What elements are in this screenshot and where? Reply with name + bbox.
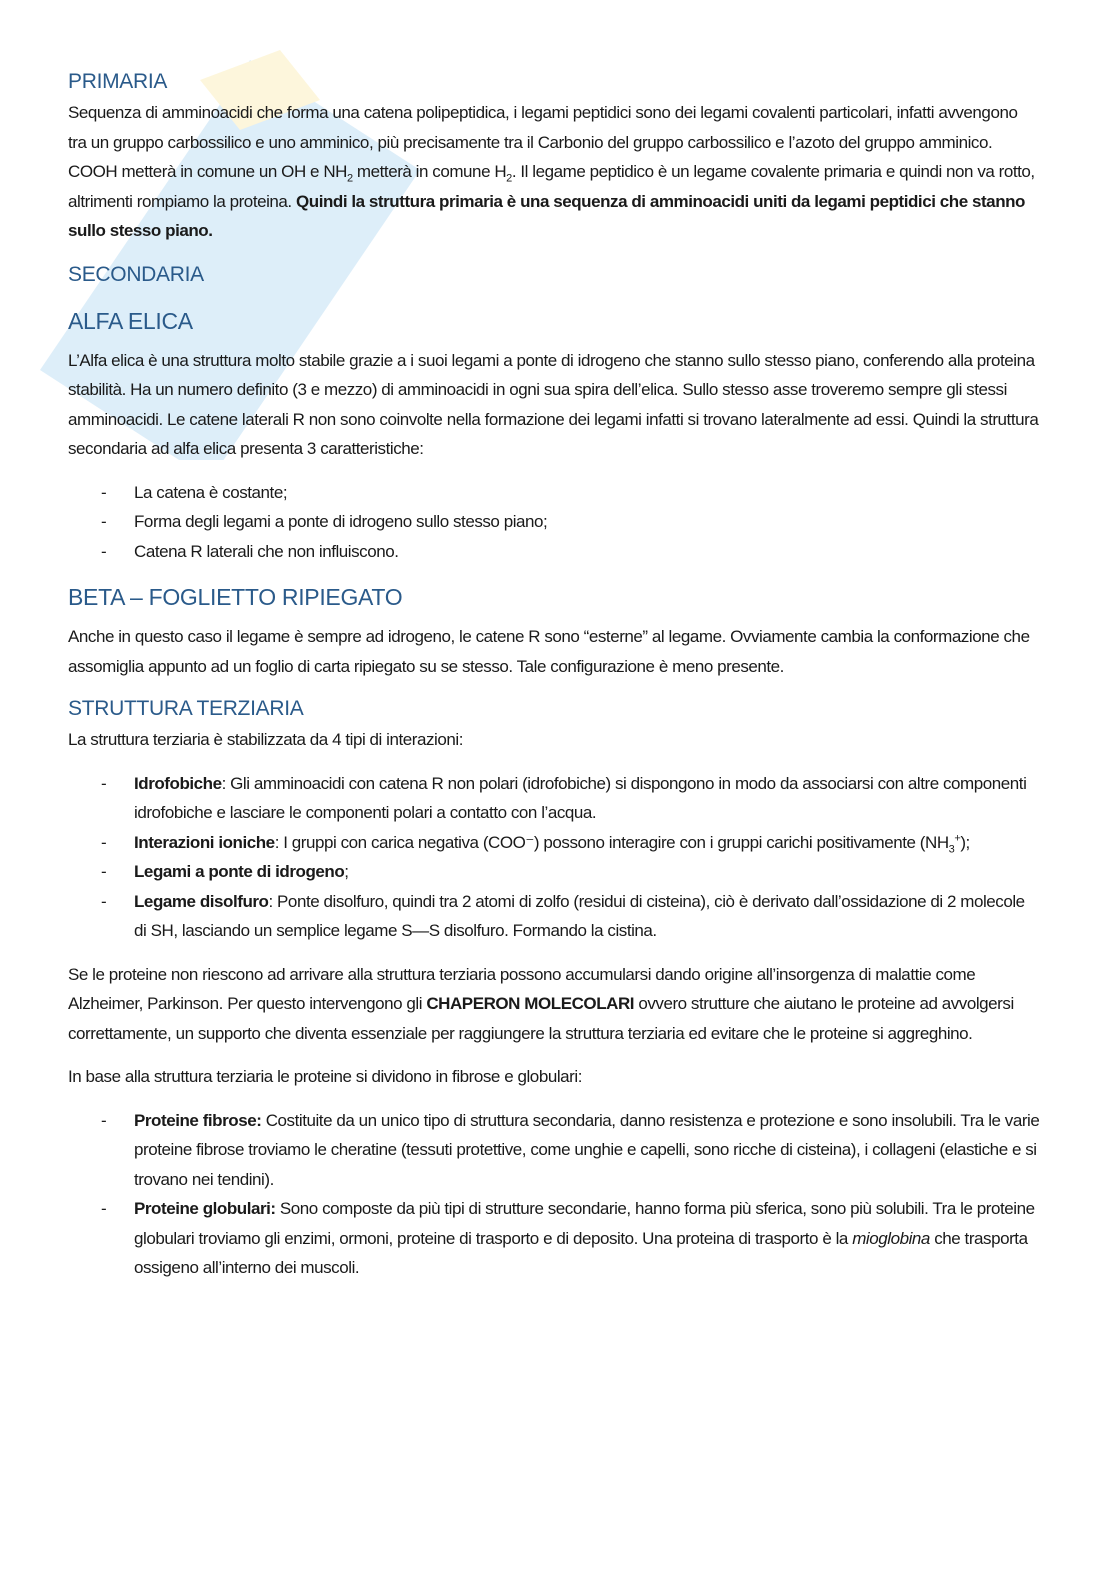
list-item: - Interazioni ioniche: I gruppi con carica negativa (COO⁻) possono interagire con i gruppi carichi positivamente $(NH_3^+)$; [101, 831, 970, 855]
paragraph-beta: Anche in questo caso il legame è sempre ad idrogeno, le catene R sono “esterne” al legame. Ovviamente cambia la conformazione che assomiglia appunto ad un foglio di carta ripiegato su se stesso. Tale configurazione è meno presente. [68, 627, 1030, 676]
list-item: - Legame disolfuro: Ponte disolfuro, quindi tra 2 atomi di zolfo (residui di cisteina), ciò è derivato dall’ossidazione di 2 molecole di SH, lasciando un semplice legame S—S disolfuro. Formando la cistina. [101, 891, 1025, 940]
paragraph-terziaria-intro: La struttura terziaria è stabilizzata da 4 tipi di interazioni: [68, 730, 463, 749]
heading-secondaria: SECONDARIA [68, 262, 204, 286]
paragraph-alfa-elica: L’Alfa elica è una struttura molto stabile grazie a i suoi legami a ponte di idrogeno che stanno sullo stesso piano, conferendo alla proteina stabilità. Ha un numero definito (3 e mezzo) di amminoacidi in ogni sua spira dell’elica. Sullo stesso asse troveremo sempre gli stessi amminoacidi. Le catene laterali R non sono coinvolte nella formazione dei legami infatti si trovano lateralmente ad essi. Quindi la struttura secondaria ad alfa elica presenta 3 caratteristiche: [68, 350, 1039, 458]
paragraph-primaria: Sequenza di amminoacidi che forma una catena polipeptidica, i legami peptidici sono dei legami covalenti particolari, infatti avvengono tra un gruppo carbossilico e uno amminico, più precisamente tra il Carbonio del gruppo carbossilico e l’azoto del gruppo amminico. COOH metterà in comune un OH e $NH_2$ metterà in comune $H_2$. Il legame peptidico è un legame covalente primaria e quindi non va rotto, altrimenti rompiamo la proteina. Quindi la struttura primaria è una sequenza di amminoacidi uniti da legami peptidici che stanno sullo stesso piano. [68, 103, 1035, 240]
heading-beta: BETA – FOGLIETTO RIPIEGATO [68, 584, 403, 610]
list-interactions [68, 769, 1040, 946]
list-item: - Idrofobiche: Gli amminoacidi con catena R non polari (idrofobiche) si dispongono in modo da associarsi con altre componenti idrofobiche e lasciare le componenti polari a contatto con l’acqua. [101, 773, 1027, 822]
list-item: - Proteine fibrose: Costituite da un unico tipo di struttura secondaria, danno resistenza e protezione e sono insolubili. Tra le varie proteine fibrose troviamo le cheratine (tessuti protettive, come unghie e capelli, sono ricche di cisteina), i collageni (elastiche e si trovano nei tendini). [101, 1110, 1040, 1189]
heading-primaria: PRIMARIA [68, 70, 168, 93]
heading-alfa-elica: ALFA ELICA [68, 307, 193, 334]
list-item: - Forma degli legami a ponte di idrogeno sullo stesso piano; [101, 512, 548, 531]
list-protein-types [68, 1106, 1040, 1283]
list-item: - Legami a ponte di idrogeno; [101, 862, 349, 881]
list-item: - Catena R laterali che non influiscono. [101, 541, 399, 561]
list-item: - La catena è costante; [101, 482, 288, 502]
paragraph-fibrose-globulari: In base alla struttura terziaria le proteine si dividono in fibrose e globulari: [68, 1067, 582, 1086]
heading-terziaria: STRUTTURA TERZIARIA [68, 697, 304, 720]
paragraph-chaperon: Se le proteine non riescono ad arrivare alla struttura terziaria possono accumularsi dando origine all’insorgenza di malattie come Alzheimer, Parkinson. Per questo intervengono gli CHAPERON MOLECOLARI ovvero strutture che aiutano le proteine ad avvolgersi correttamente, un supporto che diventa essenziale per raggiungere la struttura terziaria ed evitare che le proteine si aggreghino. [68, 964, 1014, 1043]
list-alfa-characteristics [68, 478, 1040, 567]
list-item: - Proteine globulari: Sono composte da più tipi di strutture secondarie, hanno forma più sferica, sono più solubili. Tra le proteine globulari troviamo gli enzimi, ormoni, proteine di trasporto e di deposito. Una proteina di trasporto è la mioglobina che trasporta ossigeno all’interno dei muscoli. [101, 1199, 1035, 1277]
